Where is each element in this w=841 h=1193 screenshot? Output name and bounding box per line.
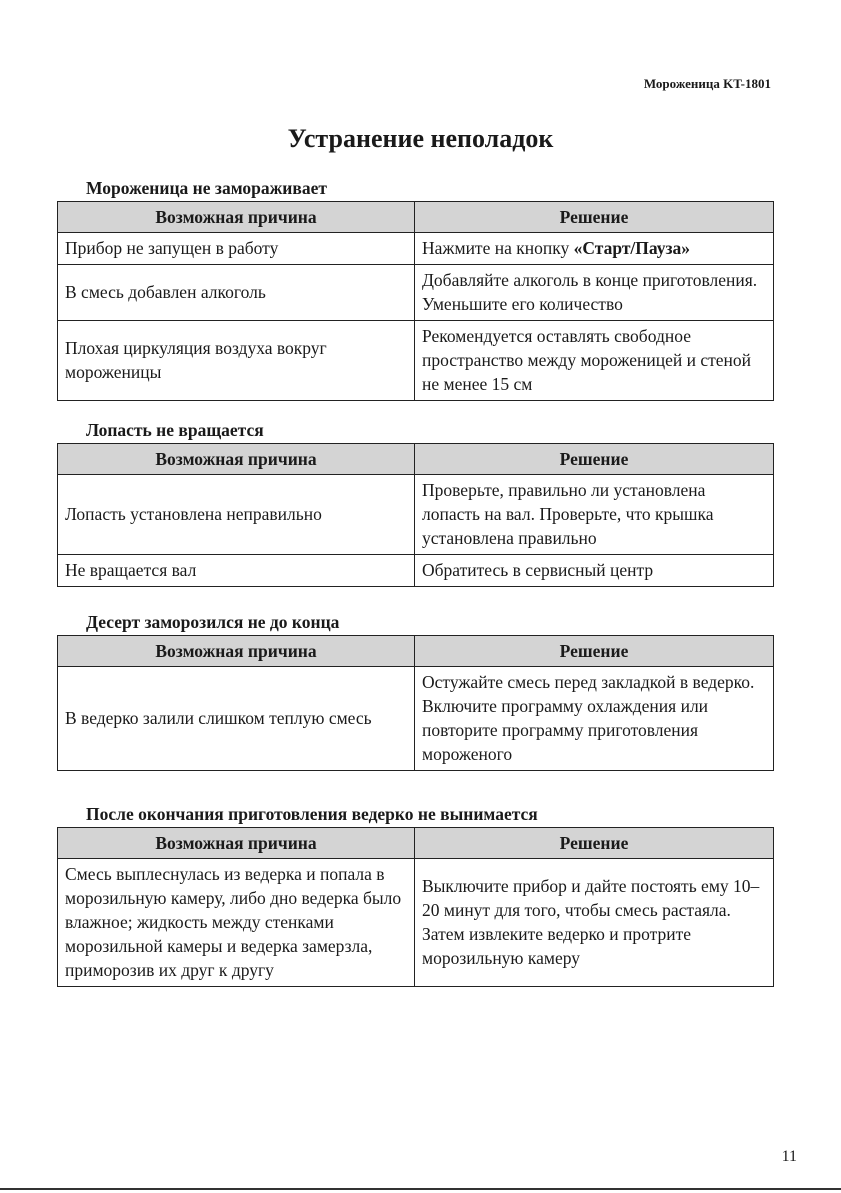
section-blade-not-rotating [57,418,773,587]
cause-cell: Не вращается вал [58,555,415,587]
table-row [58,859,774,987]
table-row [58,321,774,401]
table-header-row [58,444,774,475]
section-title: После окончания приготовления ведерко не вынимается [86,804,538,824]
solution-cell: Рекомендуется оставлять свободное пространство между мороженицей и стеной не менее 15 см [415,321,774,401]
cause-cell: Лопасть установлена неправильно [58,475,415,555]
column-header-cause: Возможная причина [58,636,415,667]
column-header-solution: Решение [415,636,774,667]
page-number: 11 [781,1148,797,1165]
troubleshooting-table [57,827,774,987]
column-header-cause: Возможная причина [58,202,415,233]
cause-cell: Смесь выплеснулась из ведерка и попала в морозильную камеру, либо дно ведерка было влажное; жидкость между стенками морозильной камеры и ведерка замерзла, приморозив их друг к другу [58,859,415,987]
document-header: Мороженица KT-1801 [643,76,771,91]
solution-text: Нажмите на кнопку [422,238,574,258]
bottom-divider [0,1188,841,1190]
column-header-solution: Решение [415,828,774,859]
section-not-freezing [57,176,773,401]
section-title: Десерт заморозился не до конца [86,612,340,632]
column-header-solution: Решение [415,202,774,233]
column-header-cause: Возможная причина [58,828,415,859]
solution-cell: Выключите прибор и дайте постоять ему 10–20 минут для того, чтобы смесь растаяла. Затем извлеките ведерко и протрите морозильную камеру [415,859,774,987]
table-header-row [58,828,774,859]
page-title: Устранение неполадок [287,124,554,153]
table-row [58,233,774,265]
cause-cell: Прибор не запущен в работу [58,233,415,265]
section-title: Мороженица не замораживает [86,178,327,198]
table-row [58,265,774,321]
table-header-row [58,202,774,233]
table-row [58,667,774,771]
troubleshooting-table [57,201,774,401]
section-dessert-not-frozen [57,610,773,771]
column-header-cause: Возможная причина [58,444,415,475]
cause-cell: В смесь добавлен алкоголь [58,265,415,321]
solution-cell: Обратитесь в сервисный центр [415,555,774,587]
cause-cell: В ведерко залили слишком теплую смесь [58,667,415,771]
troubleshooting-table [57,443,774,587]
table-row [58,555,774,587]
column-header-solution: Решение [415,444,774,475]
solution-cell [415,233,774,265]
solution-cell: Добавляйте алкоголь в конце приготовления. Уменьшите его количество [415,265,774,321]
section-bucket-stuck [57,802,773,987]
section-title: Лопасть не вращается [86,420,264,440]
troubleshooting-table [57,635,774,771]
button-name-text: «Старт/Пауза» [573,238,691,258]
cause-cell: Плохая циркуляция воздуха вокруг мороженицы [58,321,415,401]
table-row [58,475,774,555]
solution-cell: Остужайте смесь перед закладкой в ведерко. Включите программу охлаждения или повторите программу приготовления мороженого [415,667,774,771]
solution-cell: Проверьте, правильно ли установлена лопасть на вал. Проверьте, что крышка установлена правильно [415,475,774,555]
table-header-row [58,636,774,667]
